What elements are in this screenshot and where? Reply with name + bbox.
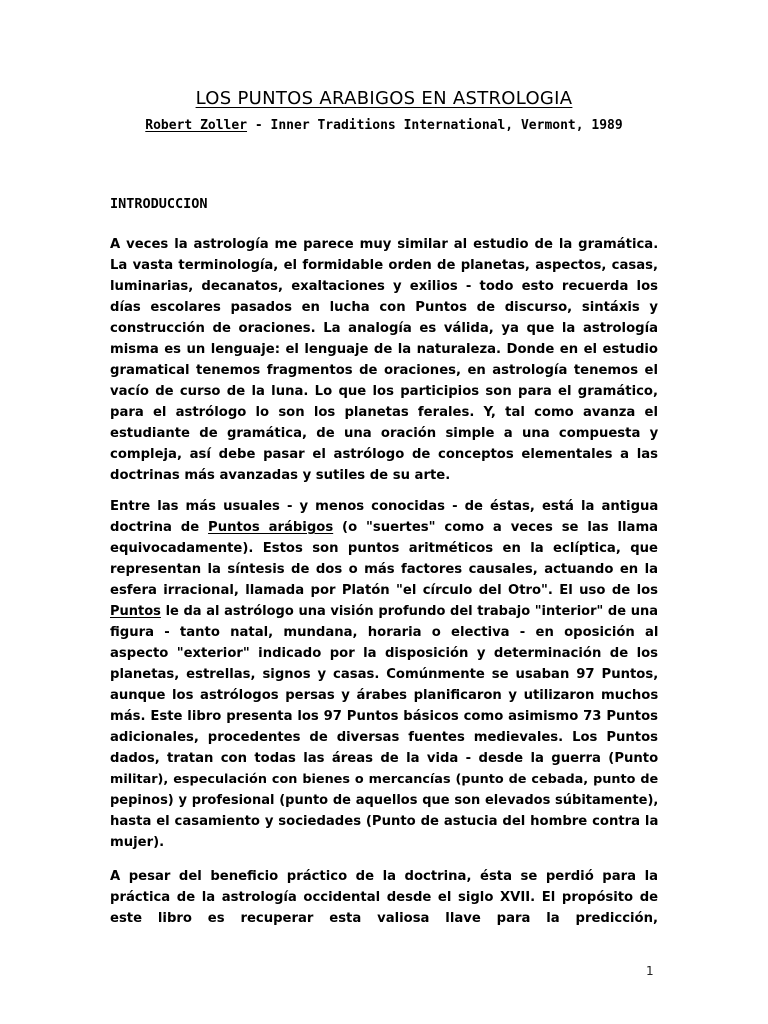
paragraph-line: para el astrólogo lo son los planetas ferales. Y, tal como avanza el (110, 405, 658, 420)
text-run: (o "suertes" como a veces se las llama (333, 520, 659, 535)
paragraph-line: Entre las más usuales - y menos conocidas - de éstas, está la antigua (110, 499, 659, 514)
paragraph-line: aunque los astrólogos persas y árabes planificaron y utilizaron muchos (110, 688, 659, 703)
section-heading: INTRODUCCION (110, 196, 208, 212)
paragraph-line: días escolares pasados en lucha con Puntos de discurso, sintáxis y (110, 300, 658, 315)
paragraph-line: mujer). (110, 835, 165, 850)
paragraph-line: A veces la astrología me parece muy similar al estudio de la gramática. (110, 237, 659, 252)
document-title: LOS PUNTOS ARABIGOS EN ASTROLOGIA (195, 88, 573, 109)
paragraph-line: adicionales, procedentes de diversas fuentes medievales. Los Puntos (110, 730, 658, 745)
paragraph-line (110, 517, 658, 538)
byline-author: Robert Zoller (145, 118, 248, 133)
paragraph-line: compleja, así debe pasar el astrólogo de conceptos elementales a las (110, 447, 658, 462)
byline (0, 118, 768, 133)
paragraph-line: aspecto "exterior" indicado por la disposición y determinación de los (110, 646, 658, 661)
byline-publisher: - Inner Traditions International, Vermont, 1989 (247, 118, 623, 133)
paragraph-line: práctica de la astrología occidental desde el siglo XVII. El propósito de (110, 890, 659, 905)
paragraph-line: A pesar del beneficio práctico de la doctrina, ésta se perdió para la (110, 869, 658, 884)
paragraph-line: este libro es recuperar esta valiosa llave para la predicción, (110, 911, 658, 926)
paragraph-3 (110, 866, 658, 929)
paragraph-line: hasta el casamiento y sociedades (Punto de astucia del hombre contra la (110, 814, 659, 829)
paragraph-line: luminarias, decanatos, exaltaciones y exilios - todo esto recuerda los (110, 279, 658, 294)
paragraph-1 (110, 234, 658, 486)
paragraph-line: vacío de curso de la luna. Lo que los participios son para el gramático, (110, 384, 658, 399)
paragraph-line: planetas, estrellas, signos y casas. Comúnmente se usaban 97 Puntos, (110, 667, 659, 682)
paragraph-line: gramatical tenemos fragmentos de oraciones, en astrología tenemos el (110, 363, 658, 378)
paragraph-line: doctrinas más avanzadas y sutiles de su arte. (110, 468, 451, 483)
paragraph-line: La vasta terminología, el formidable orden de planetas, aspectos, casas, (110, 258, 658, 273)
paragraph-2 (110, 496, 658, 853)
paragraph-line: misma es un lenguaje: el lenguaje de la naturaleza. Donde en el estudio (110, 342, 658, 357)
paragraph-line (110, 601, 658, 622)
paragraph-line: equivocadamente). Estos son puntos aritméticos en la eclíptica, que (110, 541, 658, 556)
puntos-arabigos-term: Puntos arábigos (208, 520, 334, 535)
paragraph-line: pepinos) y profesional (punto de aquellos que son elevados súbitamente), (110, 793, 659, 808)
paragraph-line: más. Este libro presenta los 97 Puntos básicos como asimismo 73 Puntos (110, 709, 658, 724)
puntos-term: Puntos (110, 604, 161, 619)
paragraph-line: figura - tanto natal, mundana, horaria o electiva - en oposición al (110, 625, 659, 640)
paragraph-line: representan la síntesis de dos o más factores causales, actuando en la (110, 562, 658, 577)
paragraph-line: militar), especulación con bienes o mercancías (punto de cebada, punto de (110, 772, 659, 787)
paragraph-line: esfera irracional, llamada por Platón "el círculo del Otro". El uso de los (110, 583, 658, 598)
paragraph-line: construcción de oraciones. La analogía es válida, ya que la astrología (110, 321, 658, 336)
page-number: 1 (646, 964, 654, 978)
text-run: le da al astrólogo una visión profundo del trabajo "interior" de una (160, 604, 658, 619)
paragraph-line: estudiante de gramática, de una oración simple a una compuesta y (110, 426, 659, 441)
text-run: doctrina de (110, 520, 209, 535)
paragraph-line: dados, tratan con todas las áreas de la vida - desde la guerra (Punto (110, 751, 659, 766)
